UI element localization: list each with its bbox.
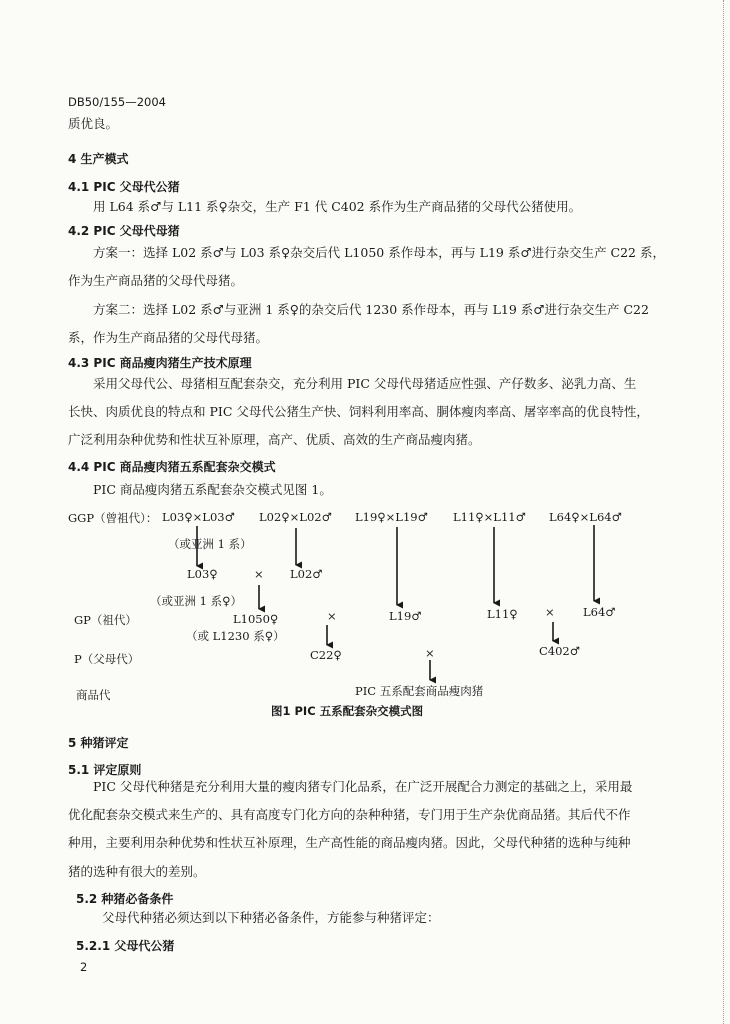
ggp-l03-pair: L03♀×L03♂ xyxy=(162,510,235,524)
row-label-ggp: GGP（曾祖代）： xyxy=(68,511,158,525)
row-label-p: P（父母代） xyxy=(74,652,140,666)
cross-mark: × xyxy=(425,646,435,660)
section-4-4-title: 4.4 PIC 商品瘦肉猪五系配套杂交模式 xyxy=(68,460,276,474)
plan1-line2: 作为生产商品猪的父母代母猪。 xyxy=(68,273,244,288)
section-4-3-line2: 长快、肉质优良的特点和 PIC 父母代公猪生产快、饲料利用率高、胴体瘦肉率高、屠宰率高的优良特性， xyxy=(68,404,649,419)
node-l64-male: L64♂ xyxy=(583,605,616,619)
row-label-commercial: 商品代 xyxy=(76,688,111,702)
cross-mark: × xyxy=(254,567,264,581)
section-5-1-line4: 猪的选种有很大的差别。 xyxy=(68,864,206,879)
node-l19-male: L19♂ xyxy=(389,609,422,623)
node-c402-male: C402♂ xyxy=(539,644,581,658)
section-4-1-title: 4.1 PIC 父母代公猪 xyxy=(68,180,180,194)
figure-caption: 图1 PIC 五系配套杂交模式图 xyxy=(271,704,424,718)
standard-code: DB50/155—2004 xyxy=(68,95,166,109)
section-5-1-line2: 优化配套杂交模式来生产的、具有高度专门化方向的杂种种猪，专门用于生产杂优商品猪。其后代不作 xyxy=(68,807,631,822)
section-5-title: 5 种猪评定 xyxy=(68,736,129,750)
section-5-2-title: 5.2 种猪必备条件 xyxy=(76,892,174,906)
node-commercial-product: PIC 五系配套商品瘦肉猪 xyxy=(355,684,484,698)
section-4-3-title: 4.3 PIC 商品瘦肉猪生产技术原理 xyxy=(68,356,252,370)
section-4-3-line3: 广泛利用杂种优势和性状互补原理，高产、优质、高效的生产商品瘦肉猪。 xyxy=(68,432,481,447)
ggp-l02-pair: L02♀×L02♂ xyxy=(259,510,332,524)
section-4-2-title: 4.2 PIC 父母代母猪 xyxy=(68,224,180,238)
ggp-l64-pair: L64♀×L64♂ xyxy=(549,510,622,524)
alt-asia1-line: （或亚洲 1 系） xyxy=(168,537,252,551)
node-c22-female: C22♀ xyxy=(310,648,342,662)
node-l03-female: L03♀ xyxy=(187,567,218,581)
section-4-title: 4 生产模式 xyxy=(68,152,129,166)
cross-mark: × xyxy=(327,609,337,623)
section-4-1-text: 用 L64 系♂与 L11 系♀杂交，生产 F1 代 C402 系作为生产商品猪的父母代公猪使用。 xyxy=(93,199,582,214)
node-l02-male: L02♂ xyxy=(290,567,323,581)
cross-mark: × xyxy=(545,605,555,619)
node-l1050-female: L1050♀ xyxy=(233,612,279,626)
ggp-l19-pair: L19♀×L19♂ xyxy=(355,510,428,524)
section-5-2-text: 父母代种猪必须达到以下种猪必备条件，方能参与种猪评定： xyxy=(102,910,440,925)
node-l11-female: L11♀ xyxy=(487,607,518,621)
alt-asia1-female: （或亚洲 1 系♀） xyxy=(150,594,243,608)
section-5-1-line1: PIC 父母代种猪是充分利用大量的瘦肉猪专门化品系，在广泛开展配合力测定的基础之上，采用最 xyxy=(93,779,633,794)
ggp-l11-pair: L11♀×L11♂ xyxy=(453,510,526,524)
alt-l1230-female: （或 L1230 系♀） xyxy=(186,629,285,643)
section-4-4-text: PIC 商品瘦肉猪五系配套杂交模式见图 1。 xyxy=(93,482,332,497)
page-number: 2 xyxy=(80,960,88,974)
plan2-line2: 系，作为生产商品猪的父母代母猪。 xyxy=(68,330,269,345)
section-5-2-1-title: 5.2.1 父母代公猪 xyxy=(76,939,175,953)
section-4-3-line1: 采用父母代公、母猪相互配套杂交，充分利用 PIC 父母代母猪适应性强、产仔数多、泌乳力高、生 xyxy=(93,376,637,391)
row-label-gp: GP（祖代） xyxy=(74,613,137,627)
plan2-line1: 方案二：选择 L02 系♂与亚洲 1 系♀的杂交后代 1230 系作母本，再与 L19 系♂进行杂交生产 C22 xyxy=(93,302,649,317)
section-5-1-title: 5.1 评定原则 xyxy=(68,763,142,777)
continued-line: 质优良。 xyxy=(68,116,119,131)
plan1-line1: 方案一：选择 L02 系♂与 L03 系♀杂交后代 L1050 系作母本，再与 L19 系♂进行杂交生产 C22 系， xyxy=(93,245,665,260)
section-5-1-line3: 种用，主要利用杂种优势和性状互补原理，生产高性能的商品瘦肉猪。因此，父母代种猪的选种与纯种 xyxy=(68,835,631,850)
